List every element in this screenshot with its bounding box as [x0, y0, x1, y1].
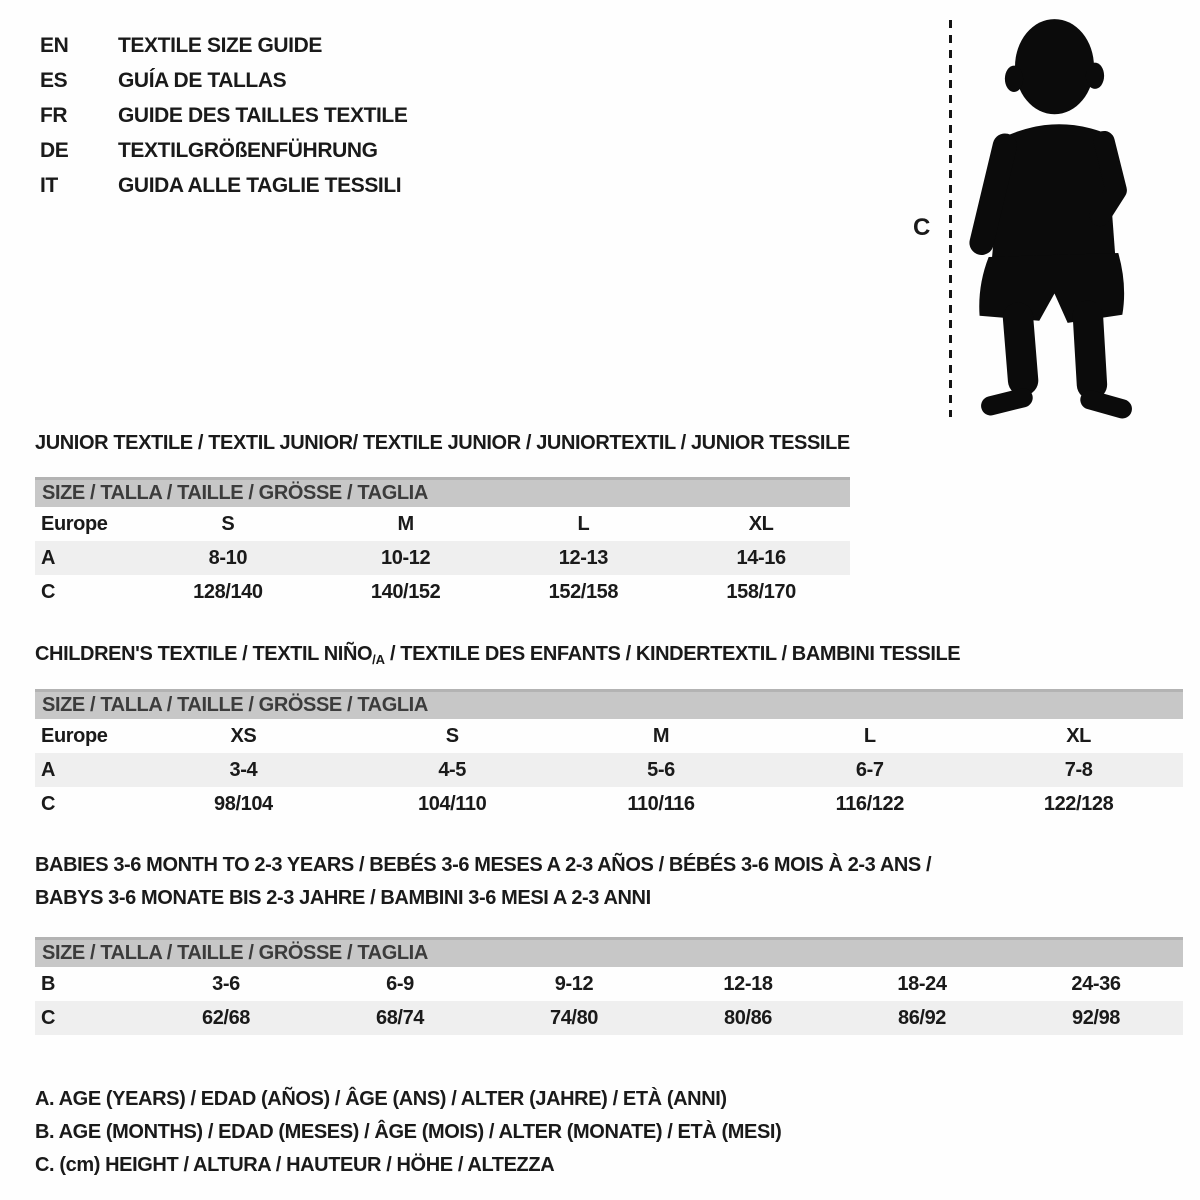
row-label: Europe	[41, 512, 108, 535]
height-cell: 80/86	[661, 1001, 835, 1035]
measure-legend	[35, 1083, 1183, 1182]
size-header-text: SIZE / TALLA / TAILLE / GRÖSSE / TAGLIA	[35, 939, 1183, 968]
size-cell: XL	[1066, 724, 1091, 747]
height-cell: 86/92	[835, 1001, 1009, 1035]
height-measure-label: C	[913, 214, 931, 241]
language-code: EN	[40, 33, 69, 57]
height-cell: 104/110	[417, 792, 487, 815]
row-label: A	[35, 753, 139, 787]
language-title-list	[40, 28, 407, 203]
size-tables-section	[35, 432, 1183, 1182]
table-row-age	[35, 541, 850, 575]
junior-table-title: JUNIOR TEXTILE / TEXTIL JUNIOR/ TEXTILE JUNIOR / JUNIORTEXTIL / JUNIOR TESSILE	[35, 432, 850, 454]
months-cell: 6-9	[386, 972, 414, 995]
size-header-bar	[35, 479, 850, 508]
size-header-text: SIZE / TALLA / TAILLE / GRÖSSE / TAGLIA	[35, 691, 1183, 720]
language-row-de	[40, 133, 407, 168]
size-cell: S	[221, 512, 235, 535]
language-title: TEXTILGRÖßENFÜHRUNG	[118, 138, 378, 162]
language-row-it	[40, 168, 407, 203]
babies-table-title-line1: BABIES 3-6 MONTH TO 2-3 YEARS / BEBÉS 3-6 MESES A 2-3 AÑOS / BÉBÉS 3-6 MOIS À 2-3 ANS /	[35, 854, 932, 876]
height-cell: 98/104	[214, 792, 273, 815]
age-cell: 3-4	[139, 753, 348, 787]
language-title: GUIDE DES TAILLES TEXTILE	[118, 103, 408, 127]
row-label: B	[41, 972, 56, 995]
babies-table-title-line2: BABYS 3-6 MONATE BIS 2-3 JAHRE / BAMBINI 3-6 MESI A 2-3 ANNI	[35, 887, 651, 909]
legend-line-b: B. AGE (MONTHS) / EDAD (MESES) / ÂGE (MOIS) / ALTER (MONATE) / ETÀ (MESI)	[35, 1121, 782, 1143]
language-title: GUÍA DE TALLAS	[118, 68, 287, 92]
height-figure	[905, 12, 1165, 422]
row-label: C	[35, 1001, 139, 1035]
age-cell: 7-8	[974, 753, 1183, 787]
language-code: DE	[40, 138, 69, 162]
months-cell: 24-36	[1071, 972, 1121, 995]
children-title-sub: /A	[372, 652, 385, 667]
language-code: IT	[40, 173, 58, 197]
height-cell: 74/80	[487, 1001, 661, 1035]
height-cell: 62/68	[139, 1001, 313, 1035]
children-table-title	[35, 643, 1183, 667]
age-cell: 8-10	[139, 541, 317, 575]
row-label: C	[41, 580, 56, 603]
children-title-post: / TEXTILE DES ENFANTS / KINDERTEXTIL / BAMBINI TESSILE	[384, 643, 961, 665]
children-title-pre: CHILDREN'S TEXTILE / TEXTIL NIÑO	[35, 643, 373, 665]
row-label: C	[41, 792, 56, 815]
toddler-silhouette-icon	[963, 14, 1148, 419]
size-header-text: SIZE / TALLA / TAILLE / GRÖSSE / TAGLIA	[35, 479, 850, 508]
height-cell: 152/158	[548, 580, 619, 603]
height-cell: 116/122	[835, 792, 904, 815]
months-cell: 18-24	[897, 972, 947, 995]
size-cell: XL	[748, 512, 774, 535]
row-label: A	[35, 541, 139, 575]
language-row-es	[40, 63, 407, 98]
age-cell: 12-13	[495, 541, 673, 575]
height-cell: 68/74	[313, 1001, 487, 1035]
months-cell: 3-6	[212, 972, 240, 995]
size-cell: L	[863, 724, 876, 747]
age-cell: 5-6	[557, 753, 766, 787]
months-cell: 9-12	[554, 972, 594, 995]
table-row-months	[35, 967, 1183, 1001]
table-row-europe	[35, 507, 850, 541]
height-cell: 158/170	[726, 580, 796, 603]
height-dashed-line	[949, 20, 952, 417]
age-cell: 10-12	[317, 541, 495, 575]
table-row-europe	[35, 719, 1183, 753]
size-header-bar	[35, 691, 1183, 720]
age-cell: 14-16	[672, 541, 850, 575]
height-cell: 110/116	[627, 792, 695, 815]
language-title: TEXTILE SIZE GUIDE	[118, 33, 322, 57]
height-cell: 128/140	[193, 580, 263, 603]
age-cell: 4-5	[348, 753, 557, 787]
table-row-age	[35, 753, 1183, 787]
babies-size-table	[35, 937, 1183, 1035]
row-label: Europe	[41, 724, 108, 747]
language-code: ES	[40, 68, 68, 92]
height-cell: 122/128	[1043, 792, 1114, 815]
size-cell: M	[652, 724, 670, 747]
table-row-height	[35, 787, 1183, 821]
size-cell: S	[445, 724, 459, 747]
size-cell: M	[397, 512, 414, 535]
language-row-en	[40, 28, 407, 63]
size-cell: L	[577, 512, 590, 535]
language-row-fr	[40, 98, 407, 133]
table-row-height	[35, 575, 850, 609]
children-size-table	[35, 689, 1183, 821]
junior-size-table	[35, 477, 850, 609]
legend-line-a: A. AGE (YEARS) / EDAD (AÑOS) / ÂGE (ANS) / ALTER (JAHRE) / ETÀ (ANNI)	[35, 1088, 727, 1110]
language-title: GUIDA ALLE TAGLIE TESSILI	[118, 173, 402, 197]
table-row-height	[35, 1001, 1183, 1035]
size-header-bar	[35, 939, 1183, 968]
height-cell: 92/98	[1009, 1001, 1183, 1035]
language-code: FR	[40, 103, 68, 127]
months-cell: 12-18	[723, 972, 773, 995]
size-cell: XS	[230, 724, 257, 747]
height-cell: 140/152	[370, 580, 441, 603]
legend-line-c: C. (cm) HEIGHT / ALTURA / HAUTEUR / HÖHE / ALTEZZA	[35, 1154, 555, 1176]
age-cell: 6-7	[765, 753, 974, 787]
